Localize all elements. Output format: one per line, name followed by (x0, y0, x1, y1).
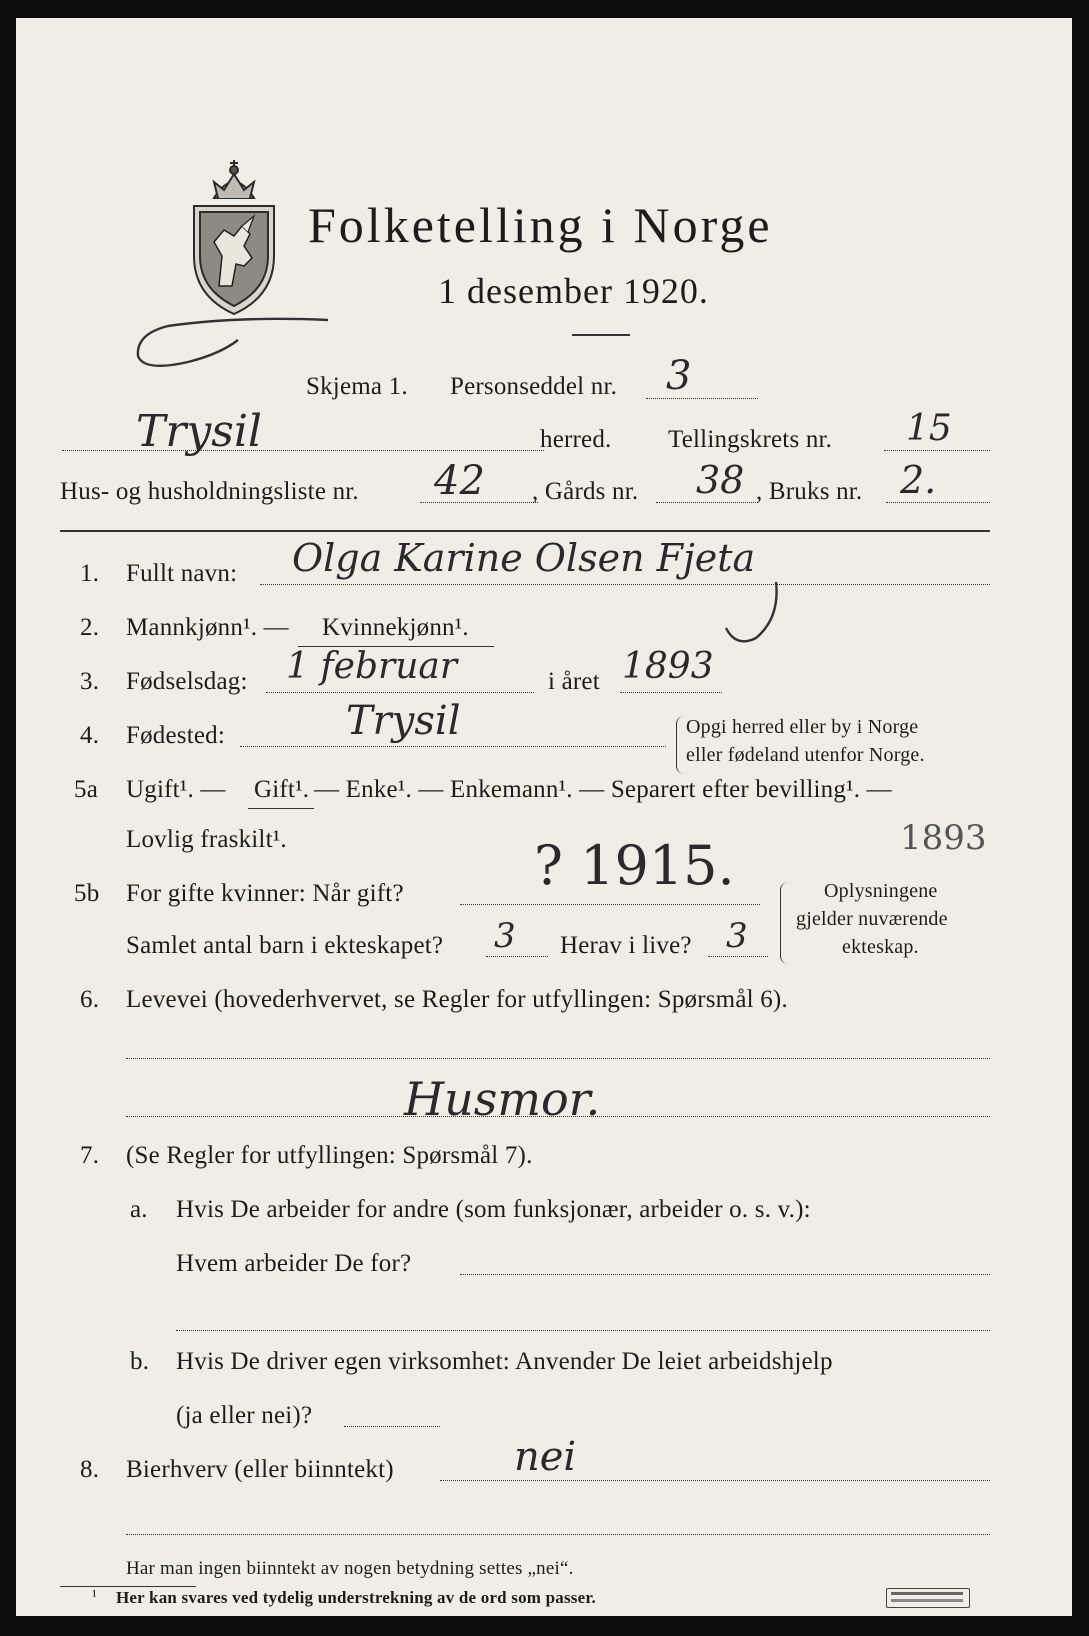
census-form-sheet (16, 18, 1072, 1616)
footnote-mark: ¹ (92, 1588, 97, 1605)
tellingskrets-label: Tellingskrets nr. (668, 426, 833, 453)
living-field-line[interactable] (708, 956, 768, 957)
q3-label: Fødselsdag: (126, 668, 248, 695)
gards-value[interactable]: 38 (696, 458, 745, 502)
q5b-number: 5b (74, 880, 100, 907)
margin-note-year: 1893 (900, 818, 987, 858)
q7b-line1: Hvis De driver egen virksomhet: Anvender De leiet arbeidshjelp (176, 1348, 833, 1375)
marriage-note-line2: gjelder nuværende (796, 908, 948, 930)
gards-field-line[interactable] (656, 502, 758, 503)
q7-label: (Se Regler for utfyllingen: Spørsmål 7). (126, 1142, 533, 1169)
living-value[interactable]: 3 (726, 916, 748, 956)
header-divider (60, 530, 990, 532)
q4-label: Fødested: (126, 722, 226, 749)
birthplace-note-brace (676, 716, 686, 774)
name-flourish (716, 578, 796, 648)
hired-help-field-line[interactable] (344, 1426, 440, 1427)
husliste-label: Hus- og husholdningsliste nr. (60, 478, 359, 505)
birthplace-note-line1: Opgi herred eller by i Norge (686, 716, 919, 738)
title-divider (572, 334, 630, 336)
birthplace-note-line2: eller fødeland utenfor Norge. (686, 744, 925, 766)
q5b-label: For gifte kvinner: Når gift? (126, 880, 404, 907)
tellingskrets-value[interactable]: 15 (906, 408, 952, 449)
side-income-field-line[interactable] (440, 1480, 990, 1481)
form-title: Folketelling i Norge (308, 197, 773, 253)
occupation-field-line-2[interactable] (126, 1116, 990, 1117)
q7-number: 7. (80, 1142, 100, 1169)
tellingskrets-field-line[interactable] (884, 450, 990, 451)
footnote-text: Her kan svares ved tydelig understrekning av de ord som passer. (116, 1588, 596, 1607)
birthdate-field-line[interactable] (266, 692, 534, 693)
birthplace-value[interactable]: Trysil (346, 698, 461, 744)
handwriting-flourish (128, 310, 338, 380)
living-label: Herav i live? (560, 932, 692, 959)
birth-year-field-line[interactable] (620, 692, 722, 693)
q7a-line1: Hvis De arbeider for andre (som funksjonær, arbeider o. s. v.): (176, 1196, 811, 1223)
marriage-date-value[interactable]: ? 1915. (534, 834, 735, 897)
bruks-value[interactable]: 2. (900, 458, 937, 502)
children-label: Samlet antal barn i ekteskapet? (126, 932, 444, 959)
q6-number: 6. (80, 986, 100, 1013)
q4-number: 4. (80, 722, 100, 749)
q3-number: 3. (80, 668, 100, 695)
occupation-field-line-1[interactable] (126, 1058, 990, 1059)
children-field-line[interactable] (486, 956, 548, 957)
marriage-note-line1: Oplysningene (824, 880, 938, 902)
q2-number: 2. (80, 614, 100, 641)
gards-label: , Gårds nr. (532, 478, 639, 505)
ugift-option[interactable]: Ugift¹. — (126, 776, 226, 803)
footer-note: Har man ingen biinntekt av nogen betydning settes „nei“. (126, 1558, 574, 1579)
q8-number: 8. (80, 1456, 100, 1483)
q7a-line2: Hvem arbeider De for? (176, 1250, 412, 1277)
q7b-line2: (ja eller nei)? (176, 1402, 313, 1429)
skjema-label: Skjema 1. (306, 373, 408, 400)
bruks-field-line[interactable] (886, 502, 990, 503)
employer-field-line[interactable] (460, 1274, 990, 1275)
census-date: 1 desember 1920. (438, 271, 709, 311)
q1-label: Fullt navn: (126, 560, 238, 587)
marital-other-options[interactable]: — Enke¹. — Enkemann¹. — Separert efter bevilling¹. — (314, 776, 892, 803)
marriage-note-line3: ekteskap. (842, 936, 919, 958)
herred-value[interactable]: Trysil (136, 406, 262, 457)
printer-stamp-icon (886, 1588, 970, 1608)
q6-label: Levevei (hovederhvervet, se Regler for utfyllingen: Spørsmål 6). (126, 986, 788, 1013)
full-name-field-line[interactable] (260, 584, 990, 585)
q7b-letter: b. (130, 1348, 150, 1375)
male-option[interactable]: Mannkjønn¹. — (126, 614, 289, 641)
q7a-letter: a. (130, 1196, 148, 1223)
footnote-divider (60, 1586, 196, 1587)
q5a-number: 5a (74, 776, 98, 803)
birth-year-value[interactable]: 1893 (622, 646, 714, 687)
fraskilt-option[interactable]: Lovlig fraskilt¹. (126, 826, 287, 853)
full-name-value[interactable]: Olga Karine Olsen Fjeta (292, 536, 756, 580)
marriage-note-brace (780, 882, 792, 964)
side-income-field-line-2[interactable] (126, 1534, 990, 1535)
gift-option-underline (248, 808, 314, 809)
q8-label: Bierhverv (eller biinntekt) (126, 1456, 394, 1483)
personseddel-field-line[interactable] (646, 398, 758, 399)
birthdate-value[interactable]: 1 februar (286, 646, 458, 687)
husliste-value[interactable]: 42 (434, 458, 485, 504)
bruks-label: , Bruks nr. (756, 478, 863, 505)
occupation-value[interactable]: Husmor. (404, 1072, 601, 1126)
personseddel-value[interactable]: 3 (666, 353, 692, 399)
female-option[interactable]: Kvinnekjønn¹. (322, 614, 469, 641)
children-value[interactable]: 3 (494, 916, 516, 956)
employer-field-line-2[interactable] (176, 1330, 990, 1331)
personseddel-label: Personseddel nr. (450, 373, 618, 400)
herred-label: herred. (540, 426, 612, 453)
year-label: i året (548, 668, 600, 695)
side-income-value[interactable]: nei (514, 1434, 577, 1480)
marriage-date-field-line[interactable] (460, 904, 760, 905)
coat-of-arms-icon (184, 146, 284, 316)
birthplace-field-line[interactable] (240, 746, 666, 747)
q1-number: 1. (80, 560, 100, 587)
gift-option[interactable]: Gift¹. (254, 776, 310, 803)
herred-field-line[interactable] (62, 450, 544, 451)
